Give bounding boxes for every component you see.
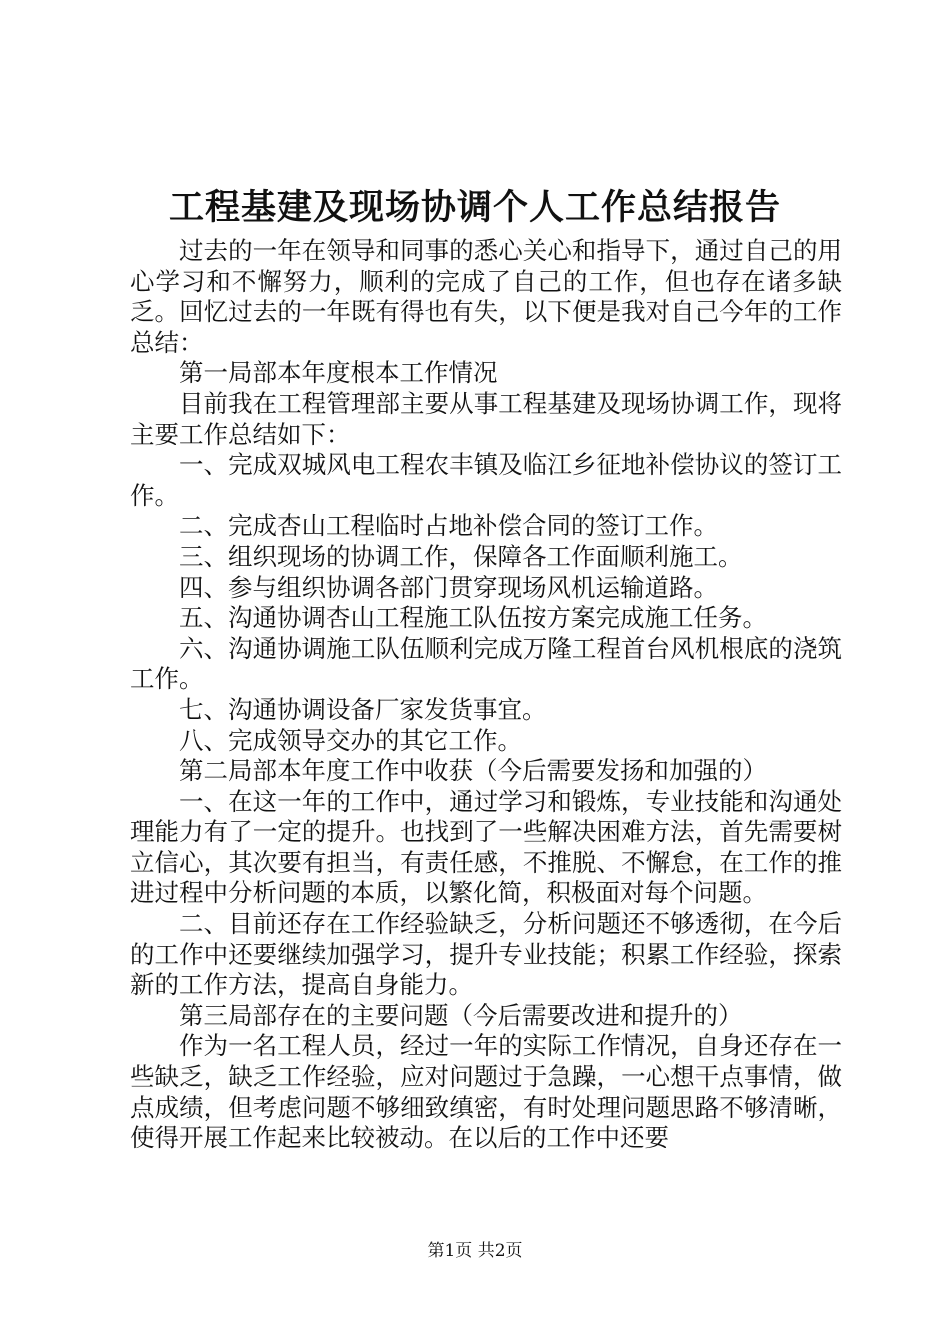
list-item: 二、完成杏山工程临时占地补偿合同的签订工作。 xyxy=(179,511,718,541)
paragraph: 目前我在工程管理部主要从事工程基建及现场协调工作，现将主要工作总结如下： xyxy=(130,388,842,449)
list-item: 四、参与组织协调各部门贯穿现场风机运输道路。 xyxy=(179,572,718,602)
paragraph: 一、在这一年的工作中，通过学习和锻炼，专业技能和沟通处理能力有了一定的提升。也找到了一些解决困难方法，首先需要树立信心，其次要有担当，有责任感，不推脱、不懈怠，在工作的推进过程中分析问题的本质，以繁化简，积极面对每个问题。 xyxy=(130,786,842,908)
paragraph-intro: 过去的一年在领导和同事的悉心关心和指导下，通过自己的用心学习和不懈努力，顺利的完成了自己的工作，但也存在诸多缺乏。回忆过去的一年既有得也有失，以下便是我对自己今年的工作总结： xyxy=(130,236,842,357)
section-heading-1: 第一局部本年度根本工作情况 xyxy=(179,358,498,388)
list-item: 五、沟通协调杏山工程施工队伍按方案完成施工任务。 xyxy=(179,603,767,633)
list-item: 一、完成双城风电工程农丰镇及临江乡征地补偿协议的签订工作。 xyxy=(130,450,842,510)
section-heading-2: 第二局部本年度工作中收获（今后需要发扬和加强的） xyxy=(179,756,767,786)
list-item: 三、组织现场的协调工作，保障各工作面顺利施工。 xyxy=(179,541,743,571)
paragraph: 二、目前还存在工作经验缺乏，分析问题还不够透彻，在今后的工作中还要继续加强学习，提升专业技能；积累工作经验，探索新的工作方法，提高自身能力。 xyxy=(130,909,842,1000)
list-item: 六、沟通协调施工队伍顺利完成万隆工程首台风机根底的浇筑工作。 xyxy=(130,633,842,694)
document-body xyxy=(130,236,842,1154)
page-number-footer: 第1页 共2页 xyxy=(427,1241,523,1261)
list-item: 七、沟通协调设备厂家发货事宜。 xyxy=(179,694,547,724)
list-item: 八、完成领导交办的其它工作。 xyxy=(179,725,522,755)
page-title: 工程基建及现场协调个人工作总结报告 xyxy=(168,187,781,228)
paragraph: 作为一名工程人员，经过一年的实际工作情况，自身还存在一些缺乏，缺乏工作经验，应对问题过于急躁，一心想干点事情，做点成绩，但考虑问题不够细致缜密，有时处理问题思路不够清晰，使得开展工作起来比较被动。在以后的工作中还要 xyxy=(130,1031,842,1153)
section-heading-3: 第三局部存在的主要问题（今后需要改进和提升的） xyxy=(179,1000,743,1030)
